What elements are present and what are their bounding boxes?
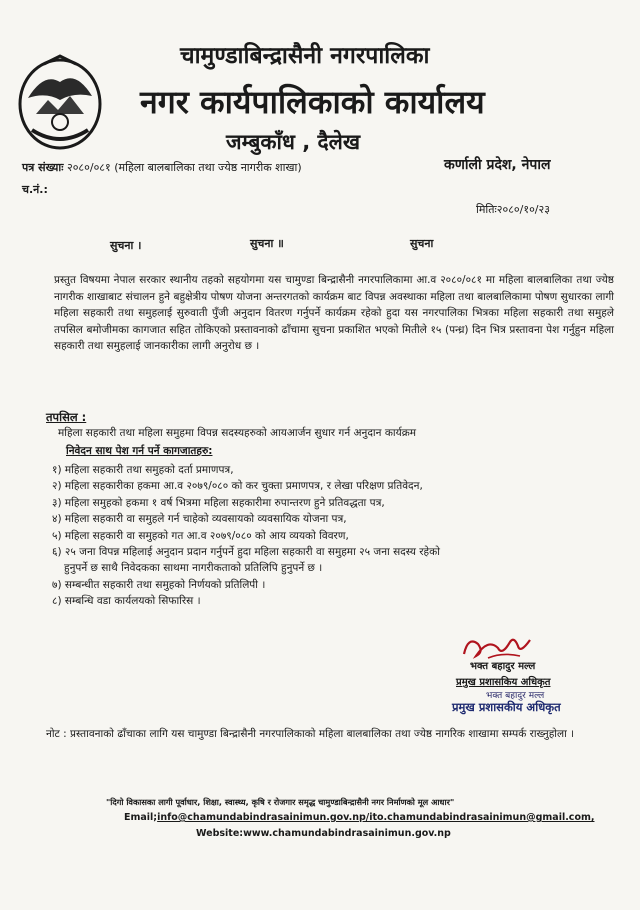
stamp-title: प्रमुख प्रशासकीय अधिकृत bbox=[452, 700, 561, 714]
required-documents-list bbox=[52, 462, 532, 610]
stamp-name: भक्त बहादुर मल्ल bbox=[486, 691, 545, 701]
office-title: नगर कार्यपालिकाको कार्यालय bbox=[140, 83, 485, 121]
reference-number bbox=[22, 160, 302, 175]
list-item: ६) २५ जना विपन्न महिलाई अनुदान प्रदान गर्नुपर्ने हुदा महिला सहकारी वा समुहमा २५ जना सदस्य रहेको bbox=[52, 546, 440, 559]
list-item: २) महिला सहकारीका हकमा आ.व २०७९/०८० को कर चुक्ता प्रमाणपत्र, र लेखा परिक्षण प्रतिवेदन, bbox=[52, 480, 423, 493]
list-item: १) महिला सहकारी तथा समुहको दर्ता प्रमाणपत्र, bbox=[52, 464, 234, 476]
nepal-emblem-icon bbox=[14, 52, 106, 152]
list-item-continuation: हुनुपर्ने छ साथै निवेदकका साथमा नागरीकताको प्रतिलिपि हुनुपर्ने छ । bbox=[64, 562, 323, 575]
list-item: ७) सम्बन्धीत सहकारी तथा समुहको निर्णयको प्रतिलिपी । bbox=[52, 578, 266, 591]
notice-heading-3: सुचना bbox=[410, 237, 434, 250]
details-heading: तपसिल : bbox=[46, 410, 87, 424]
office-location: जम्बुकाँध , दैलेख bbox=[226, 130, 361, 154]
municipality-slogan: "दिगो विकासका लागी पूर्वाधार, शिक्षा, स्वास्थ्य, कृषि र रोजगार समृद्ध चामुण्डाबिन्द्रासैनी नगर निर्माणको मूल आधार" bbox=[106, 797, 455, 807]
notice-heading-2: सुचना ॥ bbox=[250, 237, 284, 250]
province: कर्णाली प्रदेश, नेपाल bbox=[444, 157, 551, 173]
list-item: ४) महिला सहकारी वा समुहले गर्न चाहेको व्यवसायको व्यवसायिक योजना पत्र, bbox=[52, 513, 347, 526]
footer-note: नोट : प्रस्तावनाको ढाँचाका लागि यस चामुण्डा बिन्द्रासैनी नगरपालिकाको महिला बालबालिका तथा ज्येष्ठ नागरिक शाखामा सम्पर्क राख्नुहोला । bbox=[46, 728, 575, 740]
required-documents-heading: निवेदन साथ पेश गर्न पर्ने कागजातहरु: bbox=[66, 445, 213, 457]
email-label: Email; bbox=[124, 812, 158, 823]
list-item: ५) महिला सहकारी वा समुहको गत आ.व २०७९/०८० को आय व्ययको विवरण, bbox=[52, 529, 349, 542]
list-item: ८) सम्बन्धि वडा कार्यलयको सिफारिस । bbox=[52, 595, 201, 608]
program-title: महिला सहकारी तथा महिला समुहमा विपन्न सदस्यहरुको आयआर्जन सुधार गर्न अनुदान कार्यक्रम bbox=[58, 427, 417, 439]
notice-heading-1: सुचना । bbox=[110, 239, 142, 252]
contact-email bbox=[124, 812, 594, 823]
signatory-title: प्रमुख प्रशासकिय अधिकृत bbox=[456, 677, 551, 688]
notice-body-paragraph: प्रस्तुत विषयमा नेपाल सरकार स्थानीय तहको सहयोगमा यस चामुण्डा बिन्द्रासैनी नगरपालिकामा आ.व २०८०/०८१ मा महिला बालबालिका तथा ज्येष्ठ नागरीक शाखाबाट संचालन हुने बहुक्षेत्रीय पोषण योजना अन्तरगतको कार्यक्रम बाट विपन्न अवस्थाका महिला तथा बालबालिकामा पोषण सुधारका लागी महिला सहकारी तथा समुहलाई सुरुवाती पुँजी अनुदान वितरण गर्नुपर्ने कार्यक्रम रहेको हुदा यस नगरपालिका भित्रका महिला सहकारी तथा समुहले तपसिल बमोजीमका कागजात सहित तोकिएको प्रस्तावनाको ढाँचामा सुचना प्रकाशित भएको मितीले १५ (पन्ध्र) दिन भित्र प्रस्तावना पेश गर्नुहुन महिला सहकारी तथा समुहलाई जानकारीका लागी अनुरोध छ । bbox=[54, 274, 614, 352]
reference-value: २०८०/०८१ (महिला बालबालिका तथा ज्येष्ठ नागरीक शाखा) bbox=[66, 161, 302, 174]
list-item: ३) महिला समुहको हकमा १ वर्ष भित्रमा महिला सहकारीमा रुपान्तरण हुने प्रतिवद्धता पत्र, bbox=[52, 496, 385, 509]
municipality-name: चामुण्डाबिन्द्रासैनी नगरपालिका bbox=[180, 43, 430, 69]
letter-date: मितिः२०८०/१०/२३ bbox=[476, 203, 550, 216]
signatory-name: भक्त बहादुर मल्ल bbox=[470, 661, 536, 672]
email-link[interactable]: info@chamundabindrasainimun.gov.np/ito.chamundabindrasainimun@gmail.com, bbox=[157, 812, 595, 823]
website-link[interactable]: Website:www.chamundabindrasainimun.gov.np bbox=[196, 828, 451, 839]
dispatch-number-label: च.नं.: bbox=[22, 183, 48, 196]
reference-label: पत्र संख्याः bbox=[22, 161, 64, 174]
